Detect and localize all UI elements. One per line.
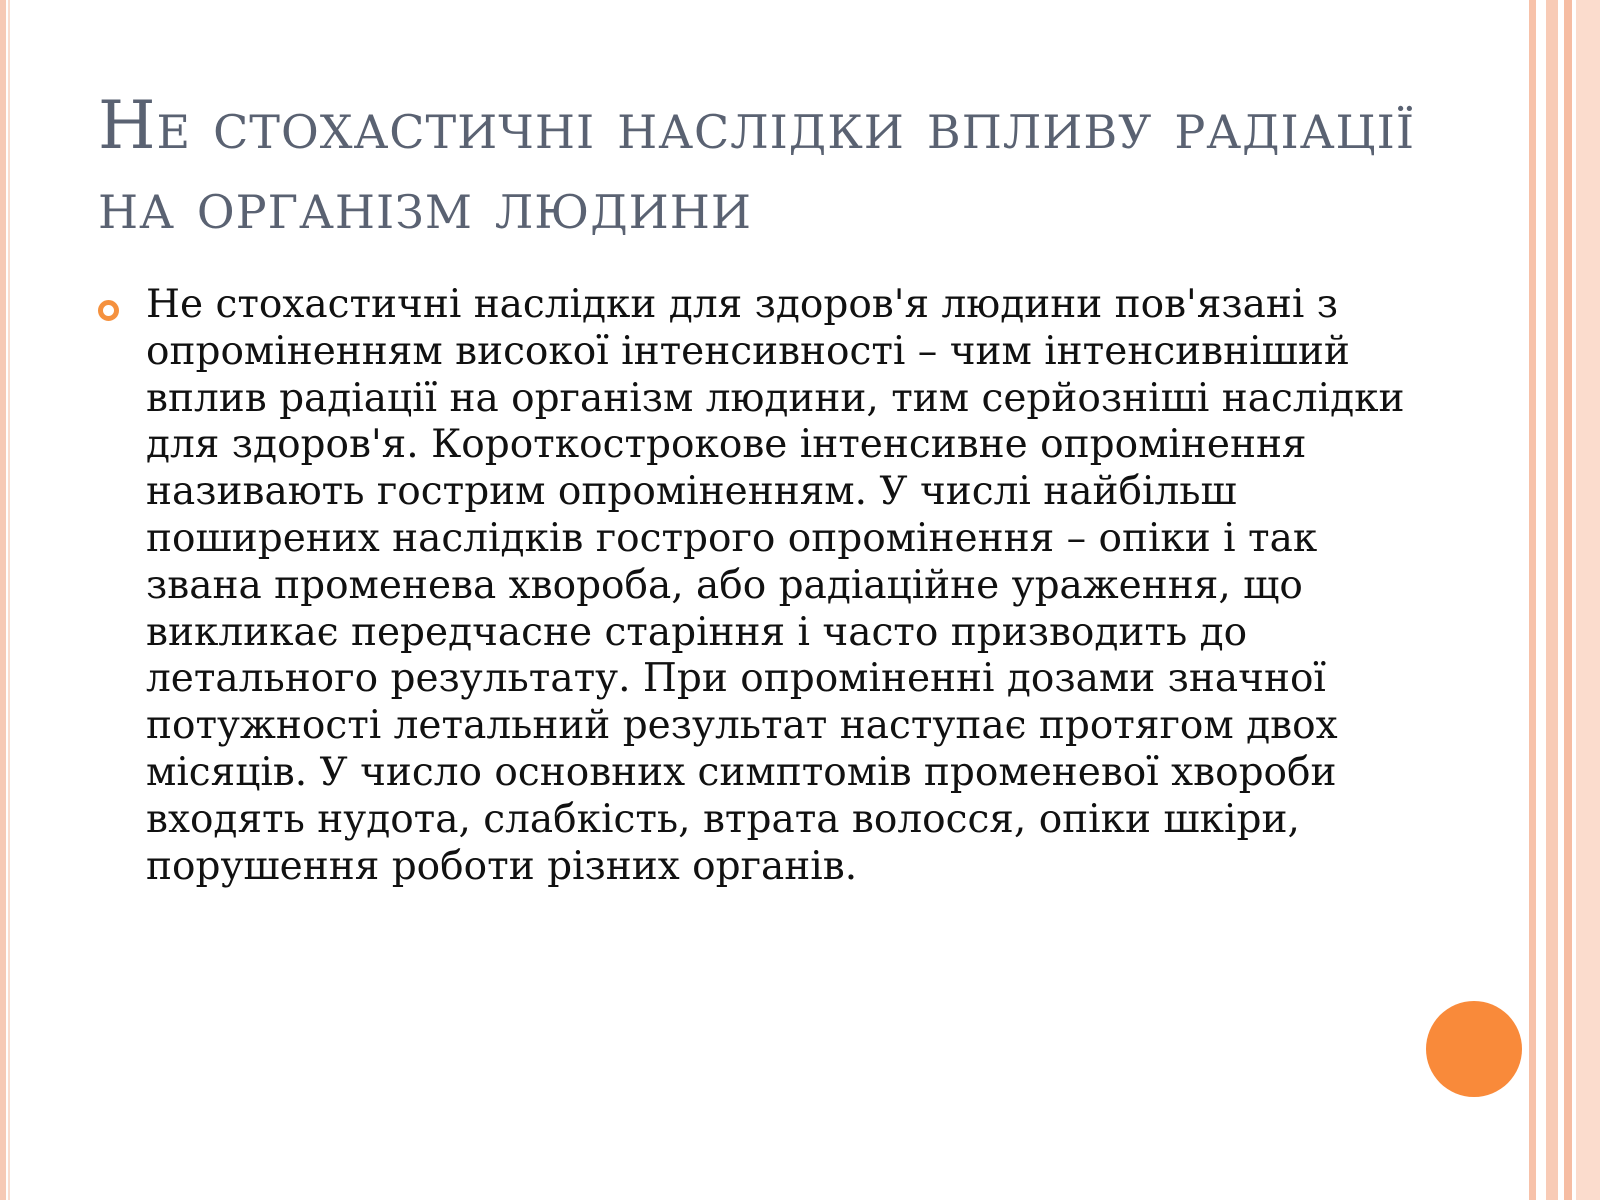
- bullet-ring-icon: [98, 300, 119, 321]
- left-border-thin-stripe: [8, 0, 10, 1200]
- decorative-circle: [1426, 1001, 1522, 1097]
- bullet-text: Не стохастичні наслідки для здоров'я людини пов'язані з опроміненням високої інтенсивності – чим інтенсивніший вплив радіації на організм людини, тим серйозніші наслідки для здоров'я. Короткострокове інтенсивне опромінення називають гострим опроміненням. У числі найбільш поширених наслідків гострого опромінення – опіки і так звана променева хвороба, або радіаційне ураження, що викликає передчасне старіння і часто призводить до летального результату. При опроміненні дозами значної потужності летальний результат наступає протягом двох місяців. У число основних симптомів променевої хвороби входять нудота, слабкість, втрата волосся, опіки шкіри, порушення роботи різних органів.: [146, 282, 1405, 889]
- right-border-stripe-4: [1576, 0, 1600, 1200]
- slide-title: Не стохастичні наслідки впливу радіації на організм людини: [98, 87, 1415, 244]
- right-border-stripe-2: [1546, 0, 1558, 1200]
- left-border-stripe: [0, 0, 6, 1200]
- right-border-stripe-3: [1564, 0, 1572, 1200]
- right-border-stripe-1: [1529, 0, 1536, 1200]
